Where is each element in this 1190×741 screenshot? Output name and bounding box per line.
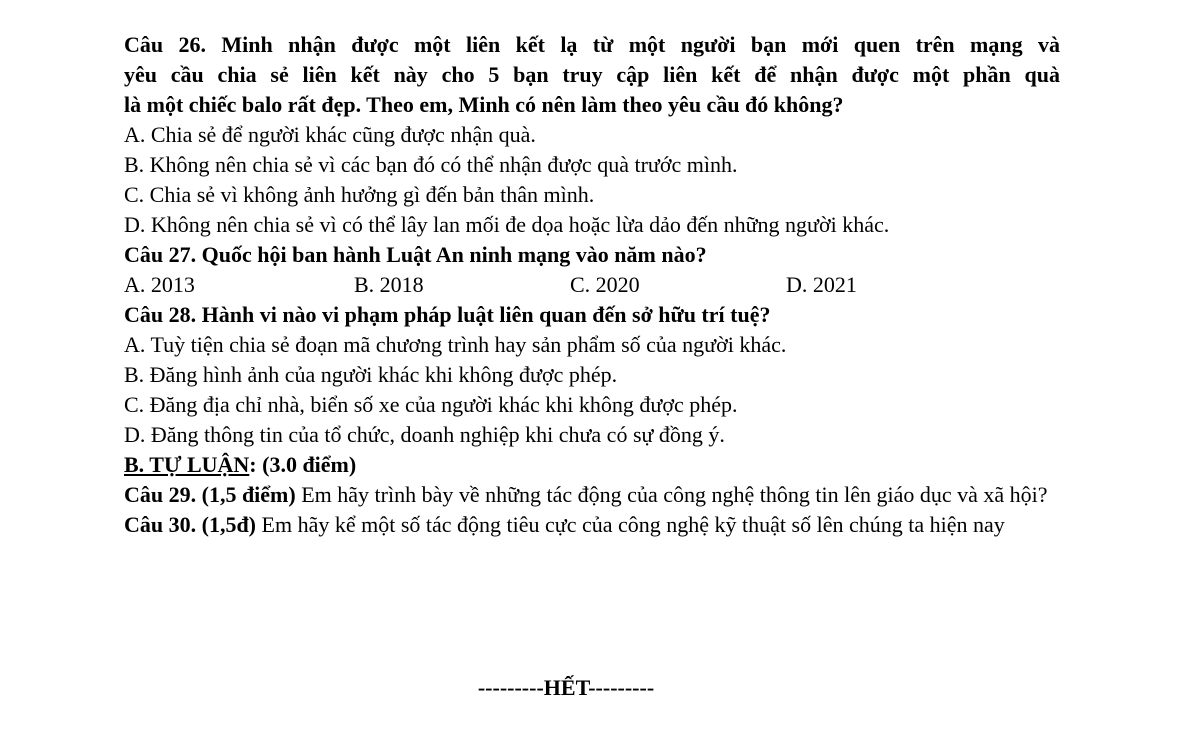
question-28-option-c: C. Đăng địa chỉ nhà, biển số xe của người khác khi không được phép.	[124, 392, 738, 417]
question-26-option-b: B. Không nên chia sẻ vì các bạn đó có thể nhận được quà trước mình.	[124, 152, 738, 177]
end-marker	[0, 675, 1190, 701]
section-b-heading	[124, 450, 1060, 480]
question-26-option-d: D. Không nên chia sẻ vì có thể lây lan mối đe dọa hoặc lừa dảo đến những người khác.	[124, 212, 890, 237]
essay-question-30-text: Em hãy kể một số tác động tiêu cực của công nghệ kỹ thuật số lên chúng ta hiện nay	[256, 512, 1005, 537]
section-b-title: B. TỰ LUẬN	[124, 452, 250, 477]
essay-question-30	[124, 510, 1060, 540]
section-b-points: : (3.0 điểm)	[249, 452, 357, 477]
essay-question-30-label: Câu 30. (1,5đ)	[124, 512, 257, 537]
question-28-option-a: A. Tuỳ tiện chia sẻ đoạn mã chương trình hay sản phẩm số của người khác.	[124, 332, 787, 357]
question-27-option-a: A. 2013	[124, 272, 195, 297]
question-26-option-c: C. Chia sẻ vì không ảnh hưởng gì đến bản thân mình.	[124, 182, 595, 207]
exam-page	[124, 30, 1060, 540]
end-marker-text: ---------HẾT---------	[477, 675, 655, 700]
essay-question-29-text: Em hãy trình bày về những tác động của công nghệ thông tin lên giáo dục và xã hội?	[295, 482, 1048, 507]
question-28-stem: Câu 28. Hành vi nào vi phạm pháp luật liên quan đến sở hữu trí tuệ?	[124, 302, 771, 327]
question-26-stem-line-1: Câu 26. Minh nhận được một liên kết lạ từ một người bạn mới quen trên mạng và	[124, 32, 1060, 57]
question-26-stem-line-2: yêu cầu chia sẻ liên kết này cho 5 bạn truy cập liên kết để nhận được một phần quà	[124, 62, 1060, 87]
question-27-option-c: C. 2020	[570, 272, 640, 297]
question-27-stem: Câu 27. Quốc hội ban hành Luật An ninh mạng vào năm nào?	[124, 242, 707, 267]
question-27	[124, 240, 1060, 300]
question-28-option-d: D. Đăng thông tin của tổ chức, doanh nghiệp khi chưa có sự đồng ý.	[124, 422, 725, 447]
question-28-option-b: B. Đăng hình ảnh của người khác khi không được phép.	[124, 362, 618, 387]
question-27-options	[124, 270, 1060, 300]
question-27-option-d: D. 2021	[786, 272, 857, 297]
essay-question-29-label: Câu 29. (1,5 điểm)	[124, 482, 296, 507]
question-27-option-b: B. 2018	[354, 272, 424, 297]
question-26	[124, 30, 1060, 240]
question-26-stem-line-3: là một chiếc balo rất đẹp. Theo em, Minh có nên làm theo yêu cầu đó không?	[124, 92, 844, 117]
essay-question-29	[124, 480, 1060, 510]
question-26-option-a: A. Chia sẻ để người khác cũng được nhận quà.	[124, 122, 536, 147]
question-28	[124, 300, 1060, 450]
